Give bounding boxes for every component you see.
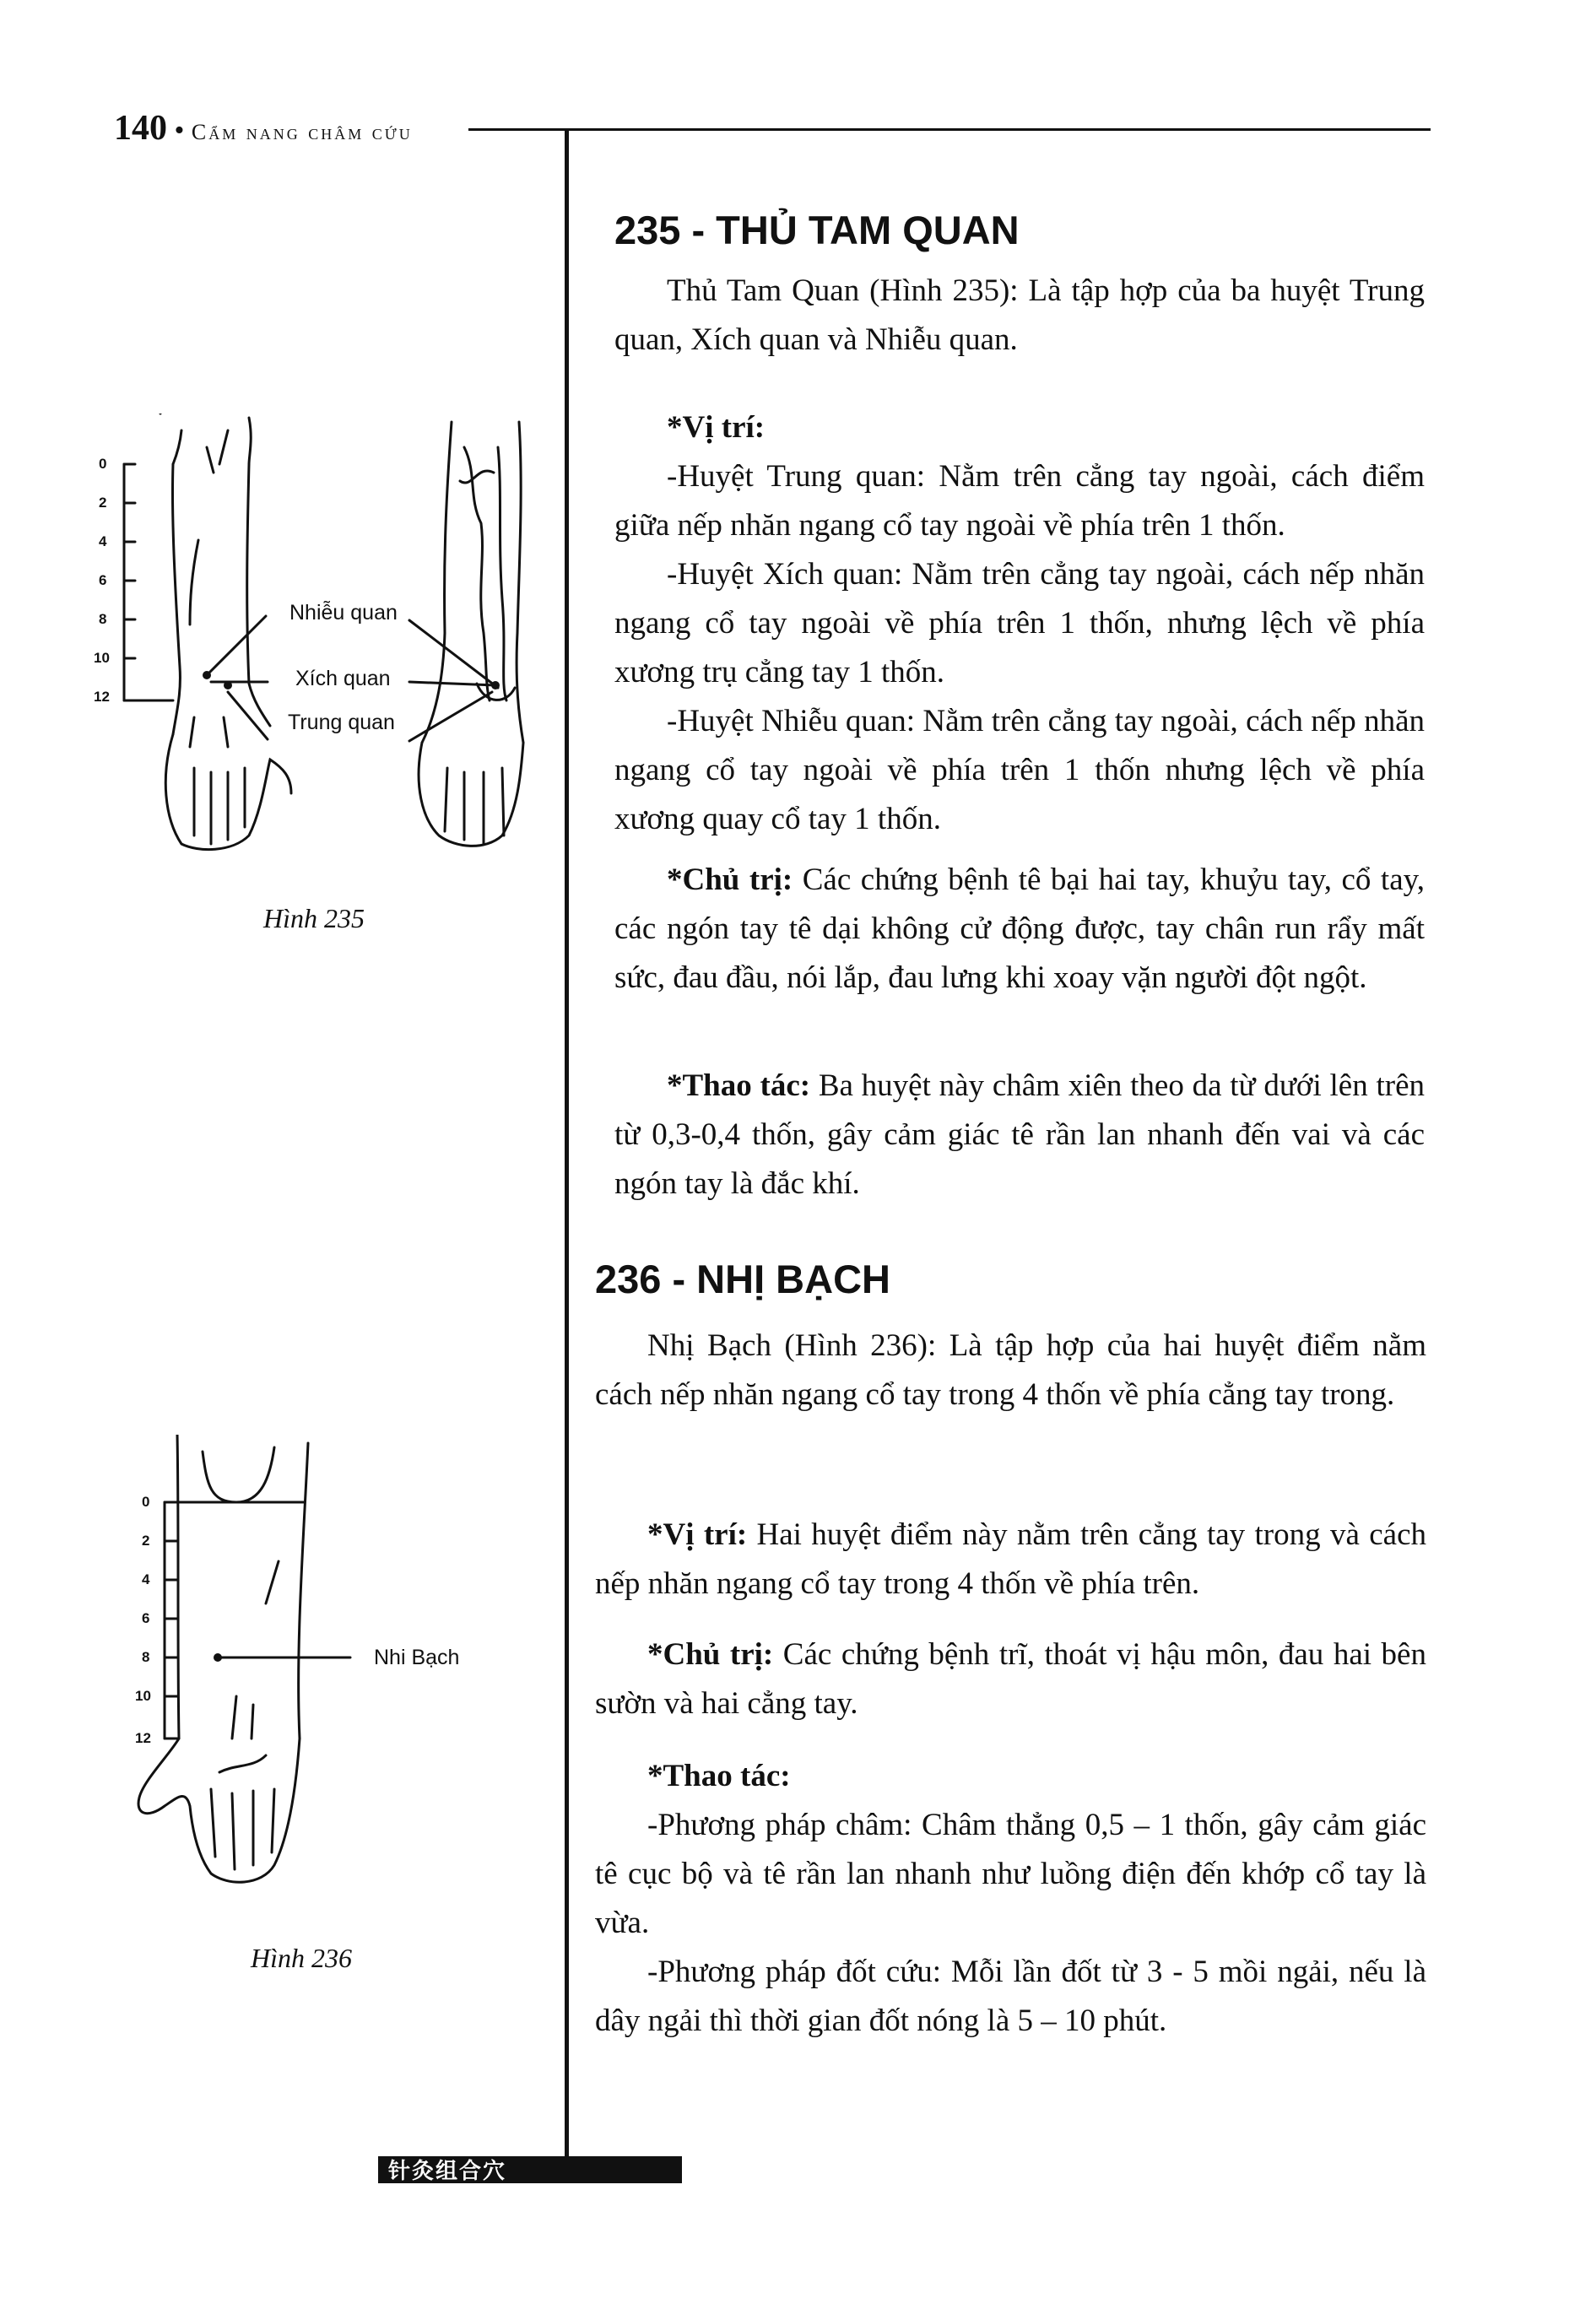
figure-236-illustration: [118, 1435, 523, 1907]
figure-235-illustration: [80, 414, 553, 869]
section-235-thaotac: [614, 1062, 1425, 1209]
section-236-vitri-text: Hai huyệt điểm này nằm trên cẳng tay trong và cách nếp nhăn ngang cổ tay trong 4 thốn về phía trên.: [595, 1517, 1426, 1601]
section-236-thaotac-1: -Phương pháp châm: Châm thẳng 0,5 – 1 thốn, gây cảm giác tê cục bộ và tê rần lan nhanh như luồng điện đến khớp cổ tay là vừa.: [595, 1808, 1426, 1940]
section-235-heading: 235 - THỦ TAM QUAN: [614, 208, 1020, 252]
label-trung-quan: Trung quan: [288, 711, 395, 734]
fig236-scale-4: 4: [142, 1571, 150, 1587]
header-bullet: •: [174, 115, 185, 146]
fig235-scale-8: 8: [99, 611, 107, 627]
fig236-scale-10: 10: [135, 1688, 151, 1704]
fig236-scale-6: 6: [142, 1610, 150, 1626]
footer-text: 针灸组合穴: [388, 2159, 507, 2184]
section-236-heading: 236 - NHỊ BẠCH: [595, 1257, 890, 1301]
section-235-vitri-1: -Huyệt Trung quan: Nằm trên cẳng tay ngoài, cách điểm giữa nếp nhăn ngang cổ tay ngoài về phía trên 1 thốn.: [614, 459, 1425, 543]
section-236-chutri: [595, 1630, 1426, 1728]
book-title: Cẩm nang châm cứu: [191, 120, 413, 144]
section-235-chutri-label: *Chủ trị:: [667, 862, 793, 897]
label-xich-quan: Xích quan: [295, 667, 391, 690]
fig235-scale-2: 2: [99, 495, 107, 511]
section-235-chutri-text: Các chứng bệnh tê bại hai tay, khuỷu tay, cổ tay, các ngón tay tê dại không cử động được, tay chân run rẩy mất sức, đau đầu, nói lắp, đau lưng khi xoay vặn người đột ngột.: [614, 862, 1425, 995]
fig236-scale-8: 8: [142, 1649, 150, 1665]
section-236-thaotac-label: *Thao tác:: [647, 1759, 791, 1793]
fig235-scale-0: 0: [99, 456, 107, 472]
fig236-scale-2: 2: [142, 1533, 150, 1549]
figure-236: [118, 1435, 523, 1907]
section-236-chutri-text: Các chứng bệnh trĩ, thoát vị hậu môn, đau hai bên sườn và hai cẳng tay.: [595, 1637, 1426, 1721]
page-header: [114, 108, 413, 148]
page-number: 140: [114, 109, 167, 148]
label-nhieu-quan: Nhiễu quan: [289, 601, 398, 625]
fig235-scale-12: 12: [94, 689, 110, 705]
column-divider: [565, 128, 569, 2179]
section-235-intro: Thủ Tam Quan (Hình 235): Là tập hợp của ba huyệt Trung quan, Xích quan và Nhiễu quan.: [614, 273, 1425, 357]
figure-235: [80, 414, 553, 869]
label-nhi-bach: Nhi Bạch: [374, 1646, 460, 1669]
section-236-intro: Nhị Bạch (Hình 236): Là tập hợp của hai huyệt điểm nằm cách nếp nhăn ngang cổ tay trong 4 thốn về phía cẳng tay trong.: [595, 1328, 1426, 1412]
figure-236-caption: Hình 236: [251, 1943, 352, 1973]
section-235-vitri-label: *Vị trí:: [667, 410, 766, 445]
section-236-thaotac-2: -Phương pháp đốt cứu: Mỗi lần đốt từ 3 - 5 mồi ngải, nếu là dây ngải thì thời gian đốt nóng là 5 – 10 phút.: [595, 1955, 1426, 2038]
header-rule: [468, 128, 1431, 131]
section-236-vitri: [595, 1511, 1426, 1609]
section-236-chutri-label: *Chủ trị:: [647, 1637, 774, 1672]
fig236-scale-12: 12: [135, 1730, 151, 1746]
fig235-scale-4: 4: [99, 533, 107, 549]
section-235-thaotac-text: Ba huyệt này châm xiên theo da từ dưới lên trên từ 0,3-0,4 thốn, gây cảm giác tê rần lan nhanh đến vai và các ngón tay là đắc khí.: [614, 1068, 1425, 1201]
fig235-scale-6: 6: [99, 572, 107, 588]
section-236-vitri-label: *Vị trí:: [647, 1517, 748, 1552]
section-235-thaotac-label: *Thao tác:: [667, 1068, 811, 1103]
section-235-chutri: [614, 856, 1425, 1003]
fig235-scale-10: 10: [94, 650, 110, 666]
section-235-vitri-3: -Huyệt Nhiễu quan: Nằm trên cẳng tay ngoài, cách nếp nhăn ngang cổ tay ngoài về phía trên 1 thốn nhưng lệch về phía xương quay cổ tay 1 thốn.: [614, 704, 1425, 836]
figure-235-caption: Hình 235: [263, 903, 365, 933]
section-235-vitri-2: -Huyệt Xích quan: Nằm trên cẳng tay ngoài, cách nếp nhăn ngang cổ tay ngoài về phía trên 1 thốn, nhưng lệch về phía xương trụ cẳng tay 1 thốn.: [614, 557, 1425, 689]
fig236-scale-0: 0: [142, 1494, 150, 1510]
